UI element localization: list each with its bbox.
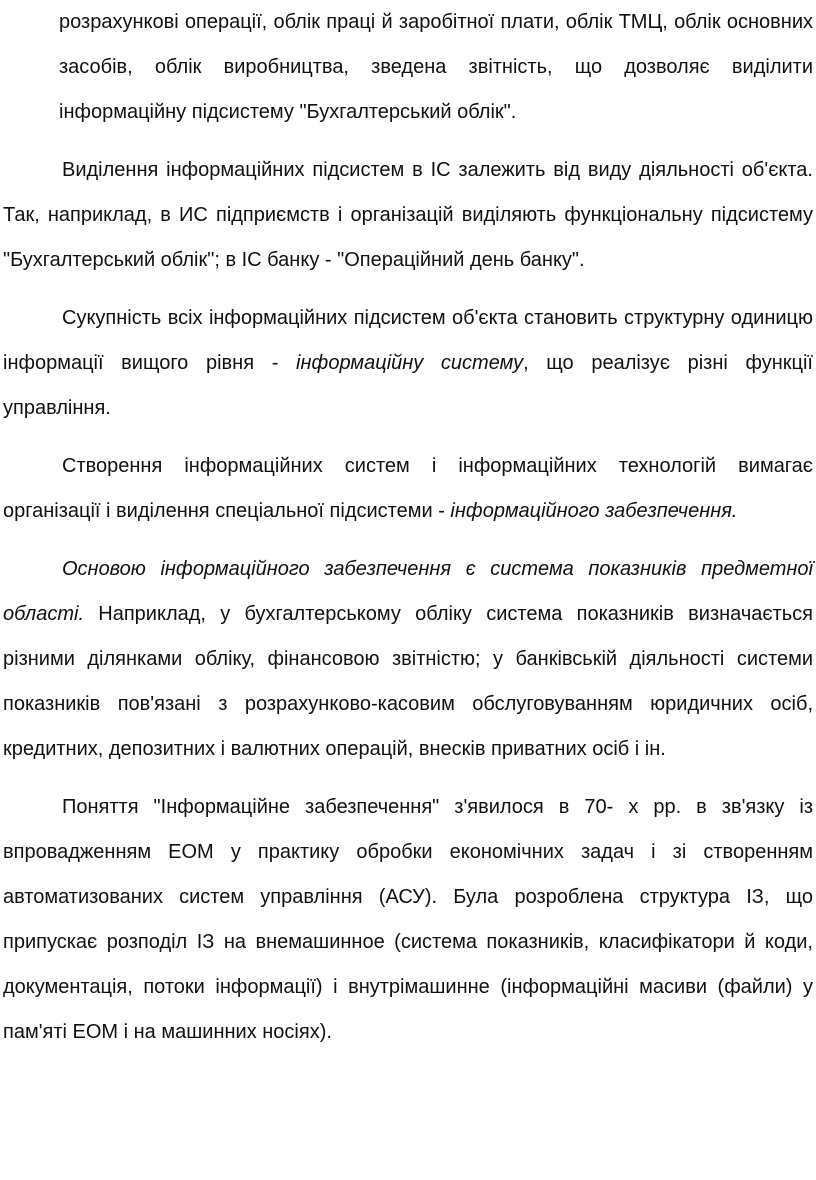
paragraph-3 xyxy=(3,296,813,431)
paragraph-4-italic-term: інформаційного забезпечення. xyxy=(450,500,738,522)
paragraph-3-text-end: , що реалізує різні функції управління. xyxy=(3,352,813,419)
paragraph-4-text-start: Створення інформаційних систем і інформаційних технологій вимагає організації і виділення спеціальної підсистеми - xyxy=(3,455,813,522)
paragraph-6-text: Поняття "Інформаційне забезпечення" з'явилося в 70- х рр. в зв'язку із впровадженням ЕОМ у практику обробки економічних задач і зі створенням автоматизованих систем управління (АСУ). Була розроблена структура ІЗ, що припускає розподіл ІЗ на внемашинное (система показників, класифікатори й коди, документація, потоки інформації) і внутрімашинне (інформаційні масиви (файли) у пам'яті ЕОМ і на машинних носіях). xyxy=(3,796,813,1043)
paragraph-4 xyxy=(3,444,813,534)
paragraph-1-text: розрахункові операції, облік праці й заробітної плати, облік ТМЦ, облік основних засобів, облік виробництва, зведена звітність, що дозволяє виділити інформаційну підсистему "Бухгалтерський облік". xyxy=(59,11,813,123)
paragraph-3-text-start: Сукупність всіх інформаційних підсистем об'єкта становить структурну одиницю інформації вищого рівня - xyxy=(3,307,813,374)
paragraph-5-italic-lead: Основою інформаційного забезпечення є система показників предметної області. xyxy=(3,558,813,625)
paragraph-5 xyxy=(3,547,813,772)
paragraph-1 xyxy=(3,0,813,135)
paragraph-2 xyxy=(3,148,813,283)
paragraph-5-text: Наприклад, у бухгалтерському обліку система показників визначається різними ділянками обліку, фінансовою звітністю; у банківській діяльності системи показників пов'язані з розрахунково-касовим обслуговуванням юридичних осіб, кредитних, депозитних і валютних операцій, внесків приватних осіб і ін. xyxy=(3,603,813,760)
document-page xyxy=(3,0,813,1068)
paragraph-2-text: Виділення інформаційних підсистем в ІС залежить від виду діяльності об'єкта. Так, наприклад, в ИС підприємств і організацій виділяють функціональну підсистему "Бухгалтерський облік"; в ІС банку - "Операційний день банку". xyxy=(3,159,813,271)
paragraph-6 xyxy=(3,785,813,1055)
paragraph-3-italic-term: інформаційну систему xyxy=(296,352,524,374)
